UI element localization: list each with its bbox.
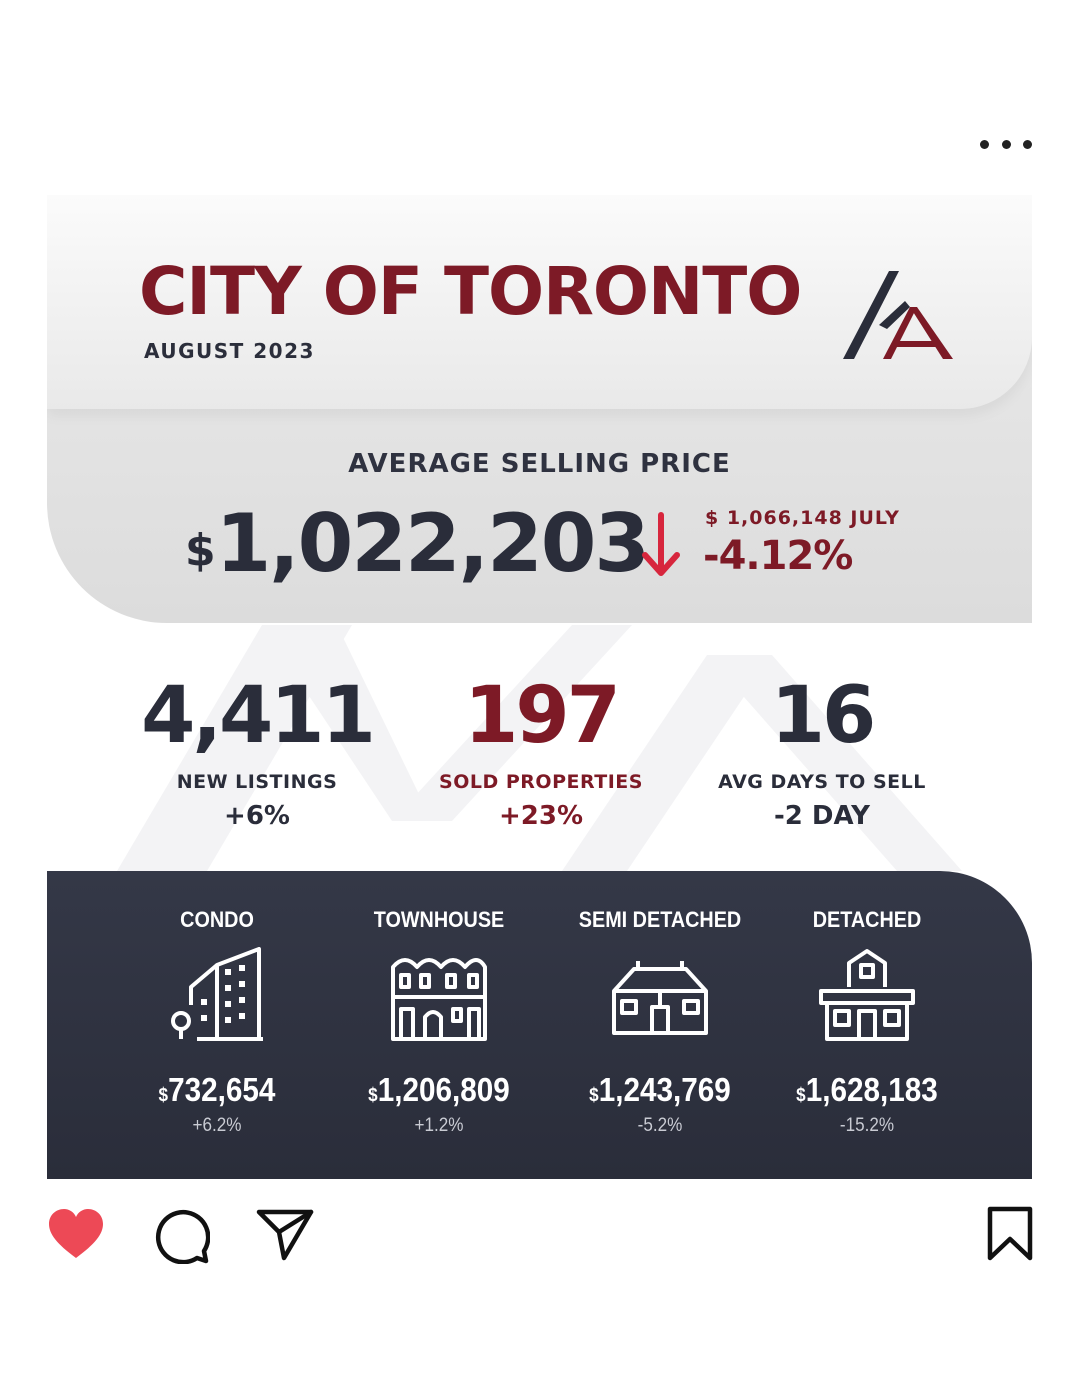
property-type-townhouse [339, 907, 539, 1137]
currency-symbol: $ [185, 525, 216, 576]
property-price [349, 1071, 529, 1109]
property-price [570, 1071, 750, 1109]
stat-avg-days-to-sell [682, 671, 962, 831]
detached-house-icon [819, 947, 915, 1043]
previous-month-price: $ 1,066,148 JULY [705, 507, 900, 529]
arrow-down-icon [639, 511, 683, 579]
property-change: -15.2% [839, 1115, 895, 1136]
dot [980, 140, 989, 149]
heart-icon[interactable] [47, 1208, 105, 1260]
more-options-button[interactable] [980, 128, 1032, 160]
currency-symbol: $ [589, 1085, 599, 1106]
property-price-number: 1,628,183 [805, 1071, 938, 1108]
send-icon[interactable] [256, 1208, 314, 1262]
property-price-number: 1,206,809 [377, 1071, 510, 1108]
property-price-number: 732,654 [168, 1071, 276, 1108]
stat-change: +6% [224, 801, 290, 831]
stat-value: 16 [770, 671, 874, 761]
stat-new-listings [117, 671, 397, 831]
property-change: +6.2% [192, 1115, 242, 1136]
average-price-number: 1,022,203 [215, 497, 649, 590]
price-change-percent: -4.12% [703, 533, 853, 579]
stat-label: NEW LISTINGS [176, 771, 338, 793]
post-image [47, 195, 1032, 1179]
stat-value: 4,411 [141, 671, 373, 761]
property-price [777, 1071, 957, 1109]
stat-value: 197 [464, 671, 618, 761]
report-month: AUGUST 2023 [144, 339, 315, 363]
property-change: -5.2% [637, 1115, 683, 1136]
stat-sold-properties [401, 671, 681, 831]
property-type-detached [767, 907, 967, 1137]
dot [1002, 140, 1011, 149]
brand-logo-icon [843, 269, 955, 361]
property-types-panel [47, 871, 1032, 1179]
average-price-value [185, 497, 648, 590]
currency-symbol: $ [368, 1085, 378, 1106]
semi-detached-house-icon [612, 947, 708, 1043]
stat-change: +23% [498, 801, 584, 831]
townhouse-icon [391, 947, 487, 1043]
property-type-label: CONDO [180, 907, 254, 932]
comment-icon[interactable] [152, 1206, 210, 1264]
average-price-label: AVERAGE SELLING PRICE [348, 449, 731, 479]
currency-symbol: $ [796, 1085, 806, 1106]
dot [1023, 140, 1032, 149]
property-type-label: TOWNHOUSE [373, 907, 505, 932]
property-change: +1.2% [414, 1115, 464, 1136]
property-price-number: 1,243,769 [598, 1071, 731, 1108]
property-price [127, 1071, 307, 1109]
stat-label: AVG DAYS TO SELL [718, 771, 926, 793]
condo-building-icon [169, 947, 265, 1043]
stat-label: SOLD PROPERTIES [439, 771, 643, 793]
property-type-condo [117, 907, 317, 1137]
currency-symbol: $ [158, 1085, 169, 1106]
property-type-label: DETACHED [812, 907, 922, 932]
page-title: CITY OF TORONTO [139, 253, 802, 330]
property-type-label: SEMI DETACHED [578, 907, 742, 932]
post-action-bar [0, 1200, 1080, 1270]
stat-change: -2 DAY [774, 801, 870, 831]
bookmark-icon[interactable] [986, 1206, 1034, 1262]
property-type-semi-detached [560, 907, 760, 1137]
